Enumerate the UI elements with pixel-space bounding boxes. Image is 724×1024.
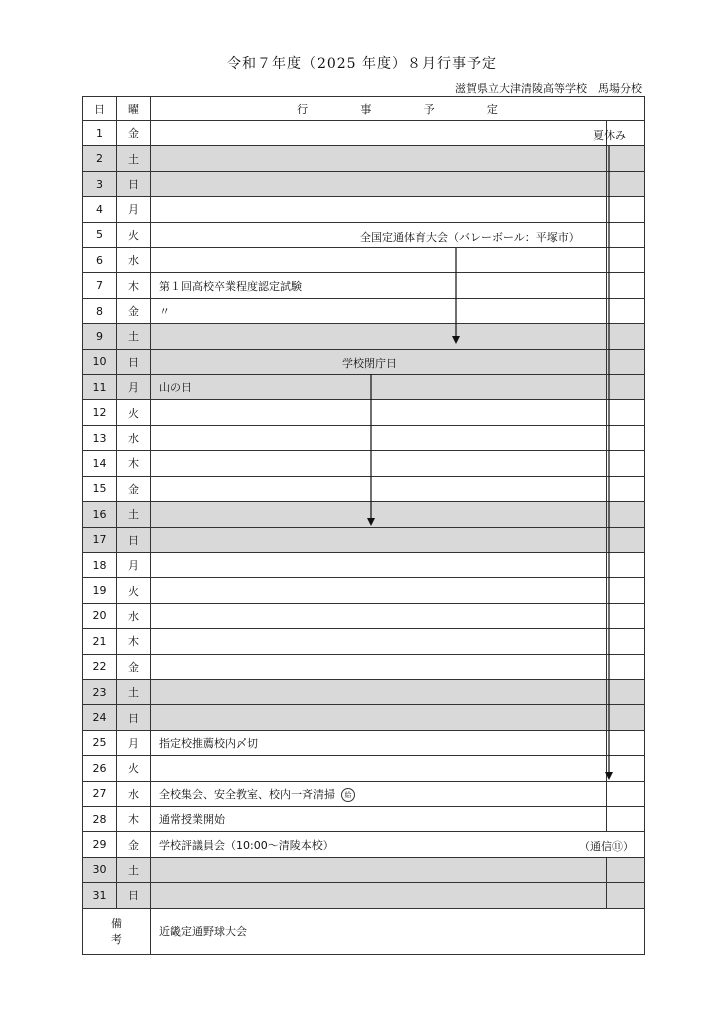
remark-cell bbox=[607, 857, 645, 882]
event-text bbox=[151, 832, 645, 857]
day-of-week: 金 bbox=[117, 654, 151, 679]
table-row bbox=[83, 527, 645, 552]
event-text bbox=[151, 451, 607, 476]
day-number: 16 bbox=[83, 502, 117, 527]
day-of-week: 日 bbox=[117, 171, 151, 196]
notes-text: 近畿定通野球大会 bbox=[151, 908, 645, 954]
day-of-week: 日 bbox=[117, 527, 151, 552]
day-of-week: 金 bbox=[117, 832, 151, 857]
page-title: 令和７年度（2025 年度）８月行事予定 bbox=[226, 56, 498, 72]
table-row bbox=[83, 578, 645, 603]
event-text bbox=[151, 197, 607, 222]
day-of-week: 水 bbox=[117, 425, 151, 450]
remark-cell bbox=[607, 248, 645, 273]
table-row bbox=[83, 552, 645, 577]
header-events-char: 事 bbox=[360, 102, 372, 116]
day-of-week: 金 bbox=[117, 476, 151, 501]
header-events-char: 予 bbox=[423, 102, 435, 116]
day-of-week: 火 bbox=[117, 578, 151, 603]
remark-cell bbox=[607, 578, 645, 603]
day-of-week: 日 bbox=[117, 883, 151, 908]
remark-cell bbox=[607, 298, 645, 323]
table-row bbox=[83, 603, 645, 628]
day-of-week: 土 bbox=[117, 146, 151, 171]
day-number: 11 bbox=[83, 375, 117, 400]
day-number: 3 bbox=[83, 171, 117, 196]
day-number: 2 bbox=[83, 146, 117, 171]
day-number: 7 bbox=[83, 273, 117, 298]
day-of-week: 金 bbox=[117, 298, 151, 323]
event-text bbox=[151, 578, 607, 603]
day-of-week: 土 bbox=[117, 857, 151, 882]
day-number: 21 bbox=[83, 629, 117, 654]
day-of-week: 日 bbox=[117, 349, 151, 374]
remark-cell bbox=[607, 400, 645, 425]
schedule-table bbox=[82, 96, 645, 955]
event-text: 指定校推薦校内〆切 bbox=[151, 730, 607, 755]
national-tournament-label: 全国定通体育大会（バレーボール：平塚市） bbox=[360, 231, 580, 244]
day-of-week: 木 bbox=[117, 451, 151, 476]
notes-row bbox=[83, 908, 645, 954]
header-events bbox=[151, 97, 645, 121]
table-row bbox=[83, 832, 645, 857]
table-row bbox=[83, 222, 645, 247]
day-number: 22 bbox=[83, 654, 117, 679]
day-number: 27 bbox=[83, 781, 117, 806]
remark-cell bbox=[607, 679, 645, 704]
event-text bbox=[151, 705, 607, 730]
day-number: 12 bbox=[83, 400, 117, 425]
event-text: 山の日 bbox=[151, 375, 607, 400]
event-text: 学校評議員会（10:00〜清陵本校） bbox=[159, 838, 334, 852]
remark-cell bbox=[607, 756, 645, 781]
lunch-stamp-icon: 給 bbox=[341, 788, 355, 802]
table-row bbox=[83, 146, 645, 171]
remark-cell bbox=[607, 552, 645, 577]
event-text bbox=[151, 781, 607, 806]
table-row bbox=[83, 730, 645, 755]
event-text bbox=[151, 121, 607, 146]
newsletter-note: （通信⑪） bbox=[579, 840, 634, 854]
remark-cell bbox=[607, 730, 645, 755]
event-text bbox=[151, 857, 607, 882]
table-row bbox=[83, 375, 645, 400]
day-of-week: 日 bbox=[117, 705, 151, 730]
table-row bbox=[83, 654, 645, 679]
day-number: 4 bbox=[83, 197, 117, 222]
day-number: 29 bbox=[83, 832, 117, 857]
day-number: 19 bbox=[83, 578, 117, 603]
day-number: 10 bbox=[83, 349, 117, 374]
day-of-week: 水 bbox=[117, 603, 151, 628]
table-row bbox=[83, 883, 645, 908]
day-number: 8 bbox=[83, 298, 117, 323]
event-text bbox=[151, 171, 607, 196]
remark-cell bbox=[607, 375, 645, 400]
event-text bbox=[151, 883, 607, 908]
remark-cell bbox=[607, 781, 645, 806]
event-text bbox=[151, 349, 607, 374]
day-number: 23 bbox=[83, 679, 117, 704]
remark-cell bbox=[607, 171, 645, 196]
school-closed-label: 学校閉庁日 bbox=[342, 357, 397, 370]
remark-cell bbox=[607, 806, 645, 831]
event-text: 全校集会、安全教室、校内一斉清掃 bbox=[159, 787, 335, 801]
day-number: 30 bbox=[83, 857, 117, 882]
table-row bbox=[83, 806, 645, 831]
table-row bbox=[83, 324, 645, 349]
day-number: 18 bbox=[83, 552, 117, 577]
header-day: 日 bbox=[83, 97, 117, 121]
schedule-sheet bbox=[82, 96, 644, 952]
day-number: 17 bbox=[83, 527, 117, 552]
remark-cell bbox=[607, 883, 645, 908]
day-of-week: 木 bbox=[117, 273, 151, 298]
event-text: 第１回高校卒業程度認定試験 bbox=[151, 273, 607, 298]
event-text bbox=[151, 248, 607, 273]
day-number: 31 bbox=[83, 883, 117, 908]
day-number: 1 bbox=[83, 121, 117, 146]
remark-cell bbox=[607, 121, 645, 146]
table-row bbox=[83, 171, 645, 196]
day-of-week: 月 bbox=[117, 197, 151, 222]
remark-cell bbox=[607, 654, 645, 679]
remark-cell bbox=[607, 502, 645, 527]
remark-cell bbox=[607, 451, 645, 476]
event-text bbox=[151, 629, 607, 654]
event-text bbox=[151, 603, 607, 628]
table-row bbox=[83, 629, 645, 654]
day-of-week: 月 bbox=[117, 730, 151, 755]
event-text bbox=[151, 654, 607, 679]
remark-cell bbox=[607, 476, 645, 501]
table-row bbox=[83, 705, 645, 730]
day-number: 13 bbox=[83, 425, 117, 450]
table-row bbox=[83, 197, 645, 222]
remark-cell bbox=[607, 349, 645, 374]
summer-vacation-label: 夏休み bbox=[593, 129, 626, 142]
day-of-week: 水 bbox=[117, 248, 151, 273]
table-row bbox=[83, 248, 645, 273]
table-row bbox=[83, 451, 645, 476]
event-text bbox=[151, 146, 607, 171]
remark-cell bbox=[607, 146, 645, 171]
day-of-week: 金 bbox=[117, 121, 151, 146]
header-events-char: 行 bbox=[297, 102, 309, 116]
remark-cell bbox=[607, 629, 645, 654]
event-text: 通常授業開始 bbox=[151, 806, 607, 831]
event-text bbox=[151, 502, 607, 527]
table-row bbox=[83, 857, 645, 882]
table-row bbox=[83, 502, 645, 527]
day-of-week: 木 bbox=[117, 806, 151, 831]
remark-cell bbox=[607, 527, 645, 552]
remark-cell bbox=[607, 324, 645, 349]
event-text bbox=[151, 679, 607, 704]
table-row bbox=[83, 756, 645, 781]
remark-cell bbox=[607, 273, 645, 298]
remark-cell bbox=[607, 705, 645, 730]
table-row bbox=[83, 273, 645, 298]
remark-cell bbox=[607, 425, 645, 450]
remark-cell bbox=[607, 197, 645, 222]
table-row bbox=[83, 349, 645, 374]
day-of-week: 土 bbox=[117, 324, 151, 349]
table-row bbox=[83, 121, 645, 146]
day-of-week: 火 bbox=[117, 400, 151, 425]
table-row bbox=[83, 781, 645, 806]
notes-label: 備考 bbox=[83, 908, 151, 954]
event-text bbox=[151, 425, 607, 450]
event-text bbox=[151, 756, 607, 781]
day-of-week: 火 bbox=[117, 222, 151, 247]
day-number: 25 bbox=[83, 730, 117, 755]
day-number: 6 bbox=[83, 248, 117, 273]
table-row bbox=[83, 679, 645, 704]
header-dow: 曜 bbox=[117, 97, 151, 121]
header-row bbox=[83, 97, 645, 121]
day-number: 9 bbox=[83, 324, 117, 349]
day-number: 24 bbox=[83, 705, 117, 730]
event-text bbox=[151, 476, 607, 501]
table-row bbox=[83, 298, 645, 323]
day-of-week: 水 bbox=[117, 781, 151, 806]
remark-cell bbox=[607, 222, 645, 247]
table-row bbox=[83, 400, 645, 425]
day-number: 5 bbox=[83, 222, 117, 247]
day-number: 15 bbox=[83, 476, 117, 501]
day-of-week: 土 bbox=[117, 502, 151, 527]
day-of-week: 土 bbox=[117, 679, 151, 704]
event-text bbox=[151, 400, 607, 425]
school-name: 滋賀県立大津清陵高等学校 馬場分校 bbox=[455, 82, 642, 95]
day-of-week: 月 bbox=[117, 552, 151, 577]
event-text bbox=[151, 552, 607, 577]
event-text bbox=[151, 222, 607, 247]
event-text: 〃 bbox=[151, 298, 607, 323]
header-events-char: 定 bbox=[486, 102, 498, 116]
table-row bbox=[83, 425, 645, 450]
table-row bbox=[83, 476, 645, 501]
day-number: 26 bbox=[83, 756, 117, 781]
day-of-week: 月 bbox=[117, 375, 151, 400]
day-number: 20 bbox=[83, 603, 117, 628]
day-of-week: 木 bbox=[117, 629, 151, 654]
event-text bbox=[151, 527, 607, 552]
event-text bbox=[151, 324, 607, 349]
day-number: 28 bbox=[83, 806, 117, 831]
day-number: 14 bbox=[83, 451, 117, 476]
day-of-week: 火 bbox=[117, 756, 151, 781]
remark-cell bbox=[607, 603, 645, 628]
